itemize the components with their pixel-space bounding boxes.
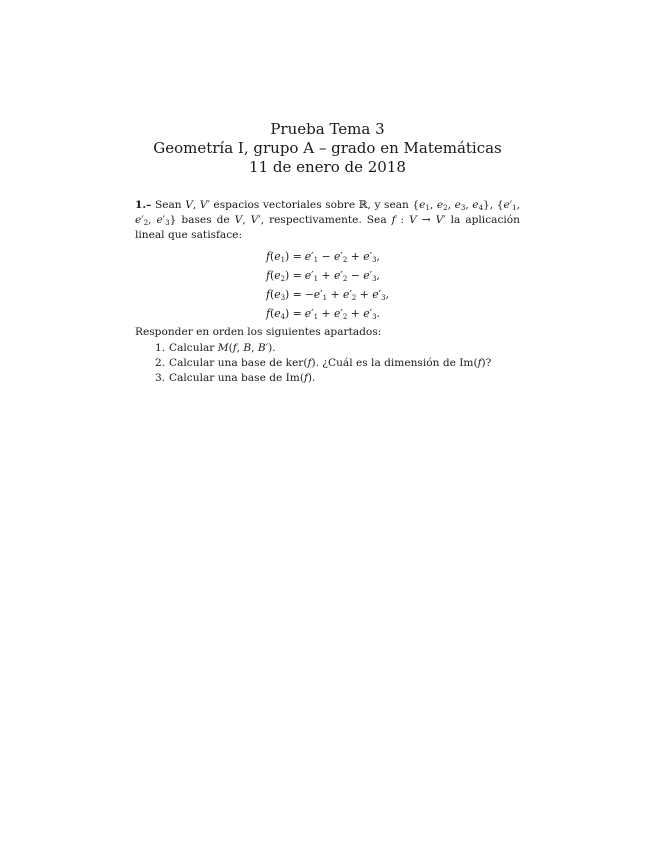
question-item bbox=[135, 371, 520, 386]
problem-statement bbox=[135, 198, 520, 243]
question-item bbox=[135, 356, 520, 371]
equation-lhs: $f(e_3)$ = bbox=[265, 288, 302, 302]
question-text: Calcular una base de Im(f). bbox=[169, 372, 316, 384]
question-number: 1. bbox=[155, 342, 166, 354]
equation-rhs: $e'_1 + e'_2 - e'_3$, bbox=[304, 269, 380, 283]
equation-rhs: $-e'_1 + e'_2 + e'_3$, bbox=[304, 288, 390, 302]
exam-title: Prueba Tema 3 bbox=[270, 120, 385, 138]
equation-rhs: $e'_1 + e'_2 + e'_3$. bbox=[304, 307, 380, 321]
exam-header bbox=[0, 120, 655, 177]
course-subtitle: Geometría I, grupo A – grado en Matemáticas bbox=[153, 139, 502, 157]
equation-lhs: $f(e_4)$ = bbox=[265, 307, 302, 321]
equation-grid bbox=[266, 249, 389, 321]
equation-lhs: $f(e_1)$ = bbox=[265, 250, 302, 264]
question-number: 3. bbox=[155, 372, 166, 384]
problem-number: 1.– bbox=[135, 199, 152, 211]
question-text: Calcular M(f, B, B′). bbox=[169, 342, 276, 354]
problem-intro-text: Sean V, V′ espacios vectoriales sobre ℝ, y sean {$e_1$, $e_2$, $e_3$, $e_4$}, {$e'_1$, $e'_2$, $e'_3$} bases de V, V′, respectivamente. Sea f : V → V′ la aplicación lineal que satisface: bbox=[135, 199, 520, 241]
problem-1 bbox=[135, 198, 520, 386]
equation-block bbox=[135, 249, 520, 321]
question-number: 2. bbox=[155, 357, 166, 369]
question-list bbox=[135, 341, 520, 386]
instructions-lead: Responder en orden los siguientes apartados: bbox=[135, 326, 382, 338]
question-text: Calcular una base de ker(f). ¿Cuál es la dimensión de Im(f)? bbox=[169, 357, 492, 369]
exam-date: 11 de enero de 2018 bbox=[249, 158, 406, 176]
equation-rhs: $e'_1 - e'_2 + e'_3$, bbox=[304, 250, 380, 264]
question-item bbox=[135, 341, 520, 356]
equation-lhs: $f(e_2)$ = bbox=[265, 269, 302, 283]
